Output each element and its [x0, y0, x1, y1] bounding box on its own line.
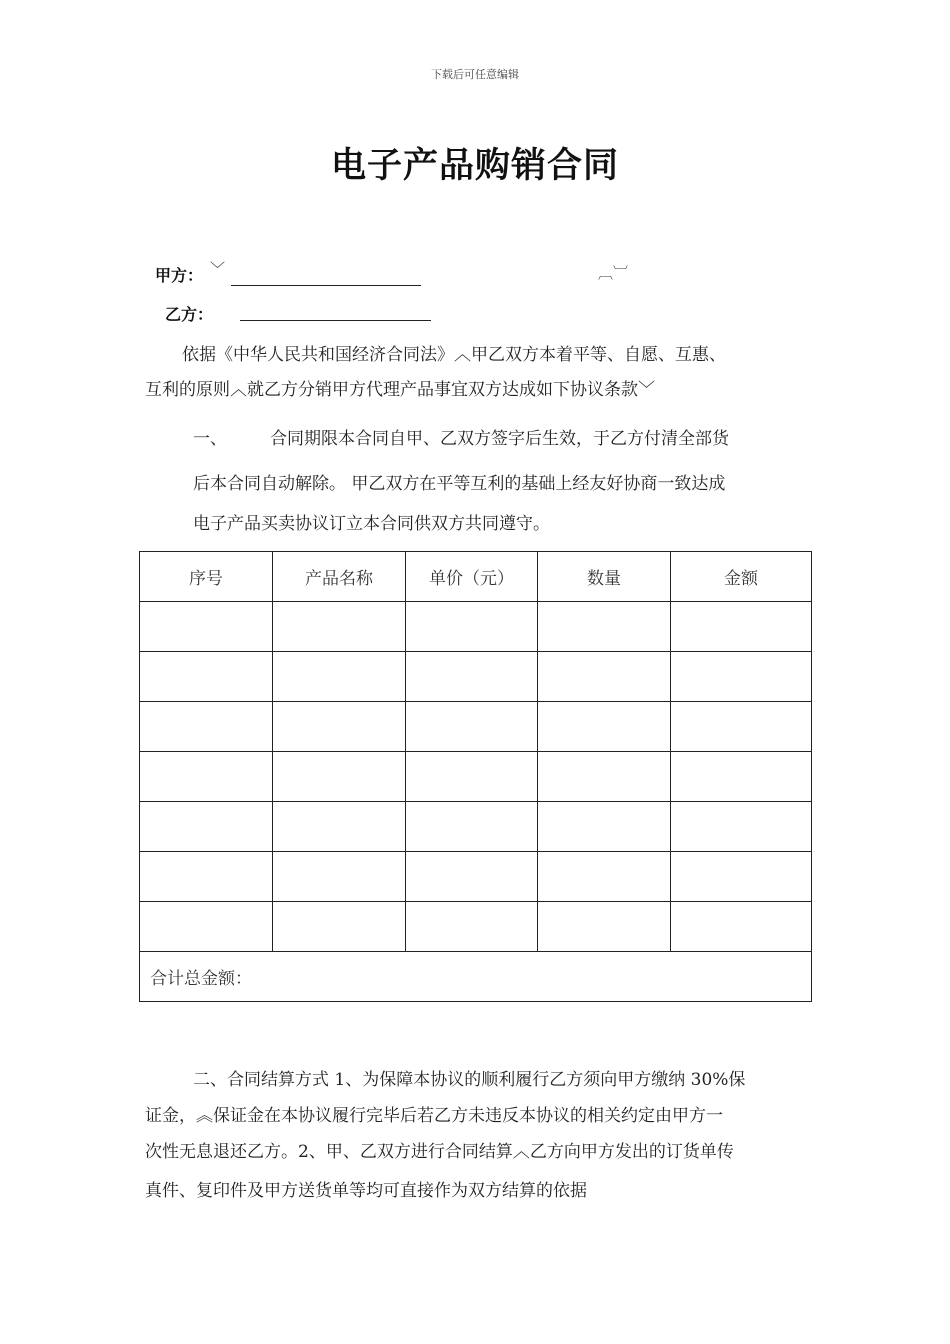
- table-cell[interactable]: [406, 702, 538, 752]
- table-row: [140, 702, 812, 752]
- table-total-row: [140, 952, 812, 1002]
- document-title: 电子产品购销合同: [330, 146, 619, 186]
- table-cell[interactable]: [406, 852, 538, 902]
- table-cell[interactable]: [671, 602, 812, 652]
- table-cell[interactable]: [140, 852, 273, 902]
- clause1-line-2: 后本合同自动解除。 甲乙双方在平等互利的基础上经友好协商一致达成: [193, 474, 726, 494]
- header-unit-price: 单价（元）: [406, 552, 538, 602]
- clause1-line-1: 合同期限本合同自甲、乙双方签字后生效，于乙方付清全部货: [270, 429, 729, 449]
- table-cell[interactable]: [538, 652, 671, 702]
- header-note: 下载后可任意编辑: [431, 68, 519, 81]
- table-cell[interactable]: [273, 852, 406, 902]
- table-cell[interactable]: [140, 602, 273, 652]
- table-cell[interactable]: [671, 652, 812, 702]
- table-cell[interactable]: [671, 702, 812, 752]
- table-cell[interactable]: [671, 802, 812, 852]
- party-b-label: 乙方：: [165, 305, 214, 324]
- table-cell[interactable]: [140, 752, 273, 802]
- header-amount: 金额: [671, 552, 812, 602]
- clause2-line-1: 二、合同结算方式 1、为保障本协议的顺利履行乙方须向甲方缴纳 30%保: [193, 1070, 746, 1090]
- table-cell[interactable]: [406, 802, 538, 852]
- table-cell[interactable]: [671, 902, 812, 952]
- table-cell[interactable]: [406, 752, 538, 802]
- table-row: [140, 602, 812, 652]
- table-cell[interactable]: [538, 852, 671, 902]
- table-cell[interactable]: [273, 902, 406, 952]
- table-cell[interactable]: [140, 902, 273, 952]
- table-cell[interactable]: [671, 752, 812, 802]
- table-cell[interactable]: [273, 802, 406, 852]
- goods-table: [139, 551, 812, 1002]
- header-quantity: 数量: [538, 552, 671, 602]
- clause2-line-3: 次性无息退还乙方。2、甲、乙双方进行合同结算︿乙方向甲方发出的订货单传: [145, 1142, 734, 1162]
- clause1-line-3: 电子产品买卖协议订立本合同供双方共同遵守。: [193, 514, 550, 534]
- table-cell[interactable]: [538, 802, 671, 852]
- clause2-line-4: 真件、复印件及甲方送货单等均可直接作为双方结算的依据: [145, 1181, 587, 1201]
- table-cell[interactable]: [406, 652, 538, 702]
- table-header-row: [140, 552, 812, 602]
- clause1-number: 一、: [193, 429, 227, 449]
- table-row: [140, 902, 812, 952]
- party-a-mark-before: ﹀: [210, 260, 226, 278]
- table-cell[interactable]: [140, 702, 273, 752]
- table-cell[interactable]: [406, 602, 538, 652]
- table-cell[interactable]: [273, 652, 406, 702]
- table-cell[interactable]: [538, 752, 671, 802]
- table-cell[interactable]: [273, 752, 406, 802]
- table-row: [140, 652, 812, 702]
- table-cell[interactable]: [538, 702, 671, 752]
- party-a-label: 甲方：: [155, 266, 204, 285]
- clause2-line-2: 证金，︽保证金在本协议履行完毕后若乙方未违反本协议的相关约定由甲方一: [145, 1106, 723, 1126]
- table-row: [140, 802, 812, 852]
- total-amount-label: 合计总金额：: [140, 952, 812, 1002]
- table-cell[interactable]: [538, 902, 671, 952]
- table-cell[interactable]: [671, 852, 812, 902]
- intro-line-2: 互利的原则︿就乙方分销甲方代理产品事宜双方达成如下协议条款﹀: [145, 380, 655, 400]
- table-cell[interactable]: [140, 802, 273, 852]
- intro-line-1: 依据《中华人民共和国经济合同法》︿甲乙双方本着平等、自愿、互惠、: [182, 345, 726, 365]
- table-cell[interactable]: [140, 652, 273, 702]
- party-a-mark-after: ︹︺: [598, 264, 629, 282]
- header-product-name: 产品名称: [273, 552, 406, 602]
- table-cell[interactable]: [273, 602, 406, 652]
- table-row: [140, 852, 812, 902]
- party-a-underline: [231, 285, 421, 286]
- table-cell[interactable]: [273, 702, 406, 752]
- table-row: [140, 752, 812, 802]
- header-serial: 序号: [140, 552, 273, 602]
- party-b-underline: [240, 320, 431, 321]
- table-cell[interactable]: [538, 602, 671, 652]
- table-cell[interactable]: [406, 902, 538, 952]
